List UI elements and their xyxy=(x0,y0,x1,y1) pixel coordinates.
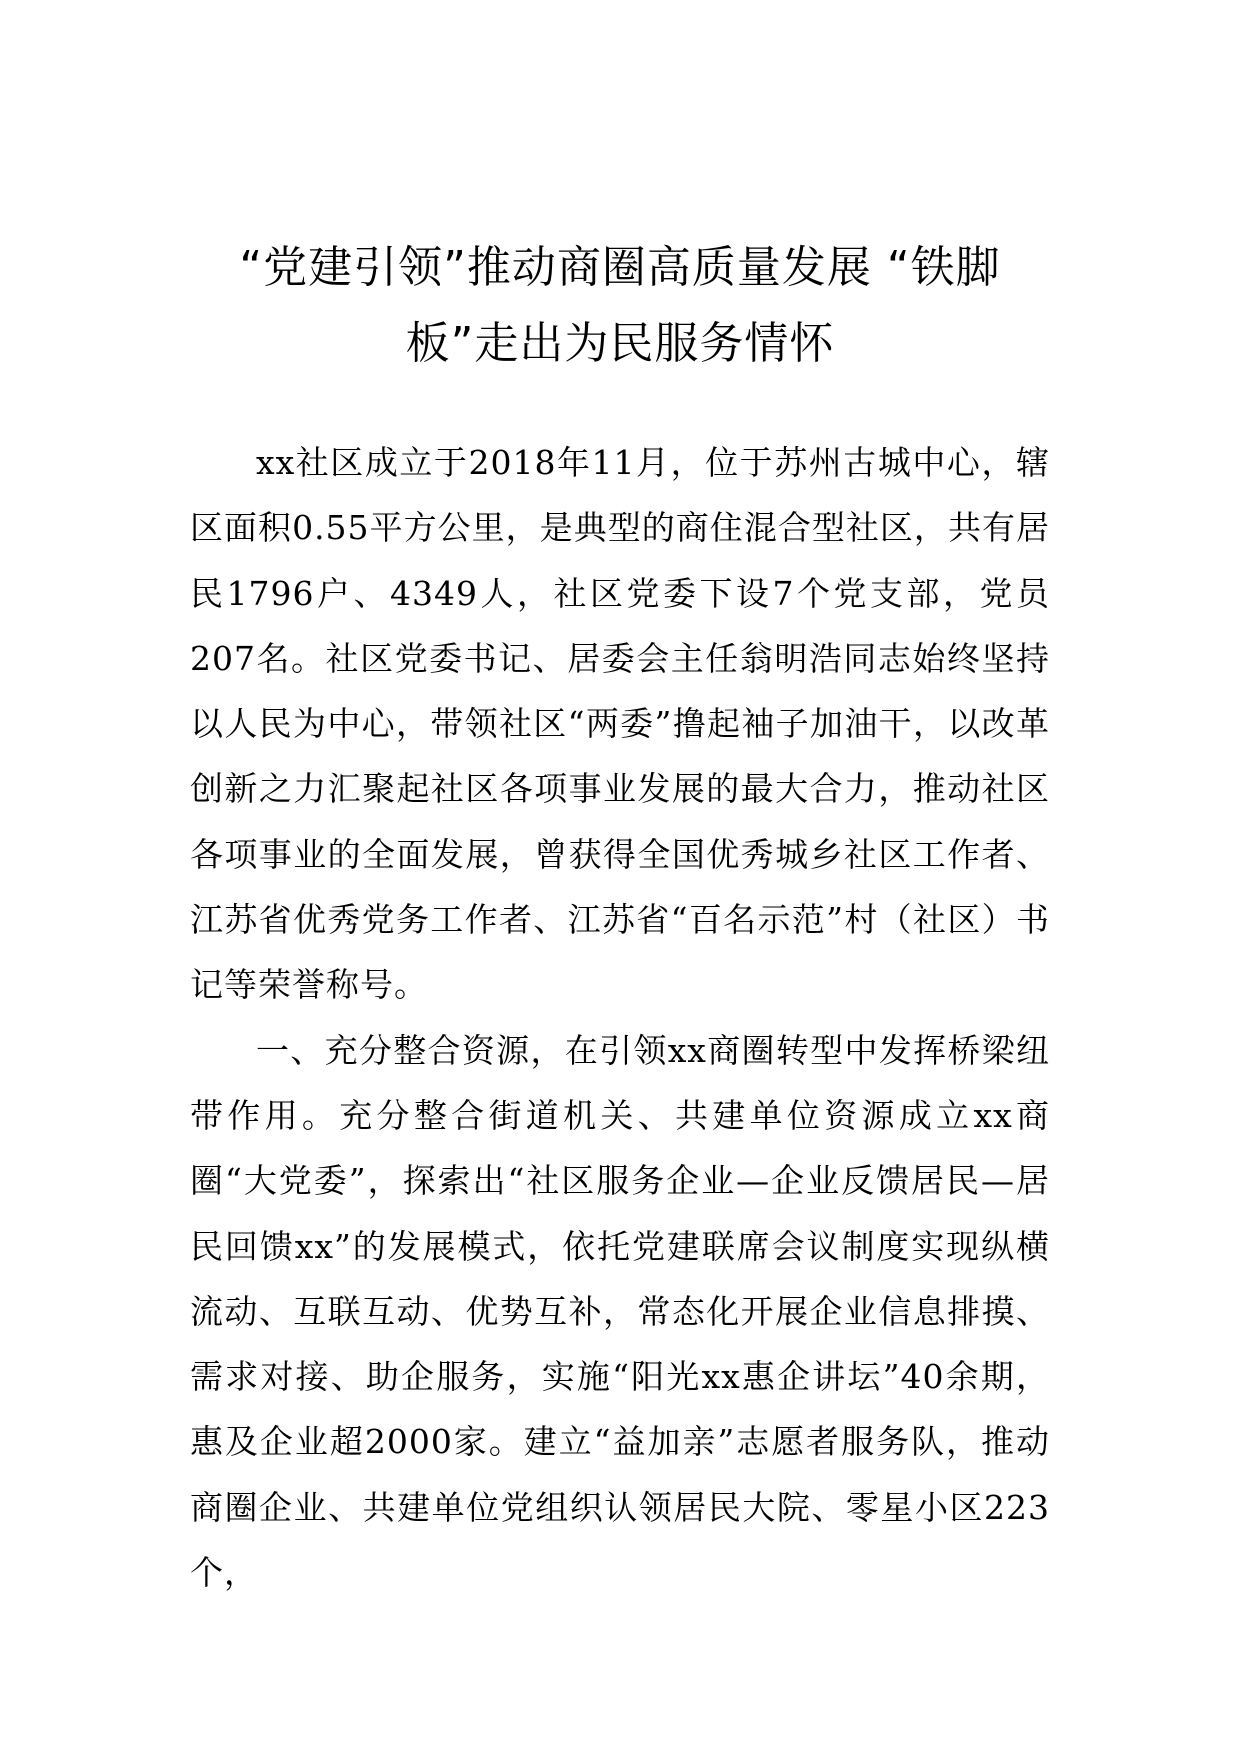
document-title: “党建引领”推动商圈高质量发展 “铁脚板”走出为民服务情怀 xyxy=(239,242,1001,369)
document-body xyxy=(190,430,1050,1605)
paragraph-intro: xx社区成立于2018年11月，位于苏州古城中心，辖区面积0.55平方公里，是典型的商住混合型社区，共有居民1796户、4349人，社区党委下设7个党支部，党员207名。社区党委书记、居委会主任翁明浩同志始终坚持以人民为中心，带领社区“两委”撸起袖子加油干，以改革创新之力汇聚起社区各项事业发展的最大合力，推动社区各项事业的全面发展，曾获得全国优秀城乡社区工作者、江苏省优秀党务工作者、江苏省“百名示范”村（社区）书记等荣誉称号。 xyxy=(190,443,1050,1005)
paragraph-section-one: 一、充分整合资源，在引领xx商圈转型中发挥桥梁纽带作用。充分整合街道机关、共建单位资源成立xx商圈“大党委”，探索出“社区服务企业—企业反馈居民—居民回馈xx”的发展模式，依托党建联席会议制度实现纵横流动、互联互动、优势互补，常态化开展企业信息排摸、需求对接、助企服务，实施“阳光xx惠企讲坛”40余期，惠及企业超2000家。建立“益加亲”志愿者服务队，推动商圈企业、共建单位党组织认领居民大院、零星小区223个， xyxy=(190,1030,1050,1593)
